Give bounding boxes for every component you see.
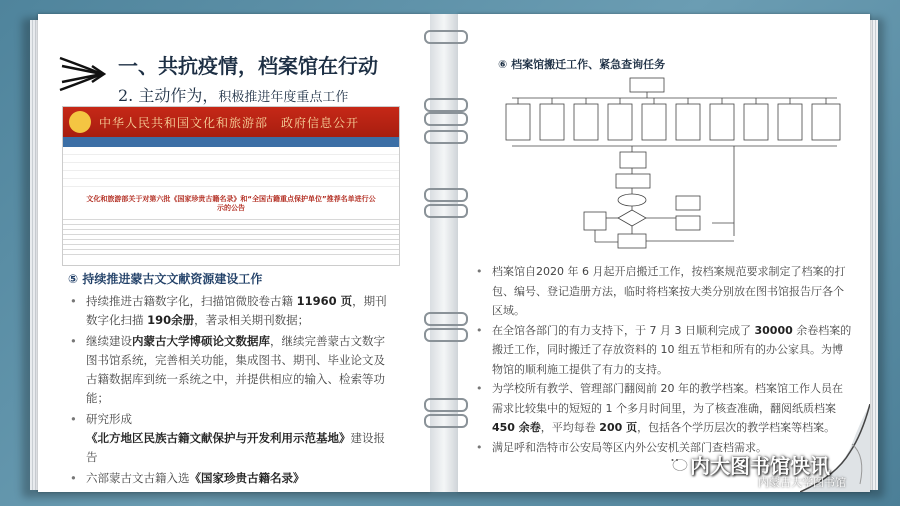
list-item: • 六部蒙古文古籍入选《国家珍贵古籍名录》 [70,471,305,485]
ring-icon [424,398,468,412]
doc-meta-table [63,147,399,193]
ring-icon [424,328,468,342]
list-item: • 在全馆各部门的有力支持下，于 7 月 3 日顺利完成了 30000 余卷档案的搬迁工作，同时搬迁了存放资料的 10 组五节柜和所有的办公家具。为博物馆的顺利施工提供了有力的支持。 [476,323,852,376]
section5-list [68,292,394,490]
ring-icon [424,414,468,428]
ring-icon [424,312,468,326]
doc-banner: 中华人民共和国文化和旅游部 政府信息公开 [63,107,399,137]
section6-list [474,262,852,457]
list-item: • 研究形成《北方地区民族古籍文献保护与开发利用示范基地》建设报告 [70,412,385,464]
emblem-icon [69,111,91,133]
document-screenshot [62,106,400,266]
subtitle-small: 积极推进年度重点工作 [218,90,349,105]
list-item: • 继续建设内蒙古大学博硕论文数据库，继续完善蒙古文数字图书馆系统，完善相关功能，集成图书、期刊、毕业论文及古籍数据库到统一系统之中，并提供相应的输入、检索等功能； [70,334,385,405]
subtitle-main: 2. 主动作为， [118,86,219,105]
ring-icon [424,98,468,112]
wechat-icon [666,452,688,474]
doc-headline: 文化和旅游部关于对第六批《国家珍贵古籍名录》和“全国古籍重点保护单位”推荐名单进行公示的公告 [86,195,376,212]
ring-icon [424,30,468,44]
section6-title: ⑥ 档案馆搬迁工作、紧急查询任务 [498,58,666,71]
watermark-title: 内大图书馆快讯 [690,454,830,478]
flowchart-diagram [502,76,852,256]
list-item: • 满足呼和浩特市公安局等区内外公安机关部门查档需求。 [476,440,767,454]
arrow-icon [58,52,106,94]
watermark-subtitle: 内蒙古大学图书馆 [758,476,846,489]
list-item: • 持续推进古籍数字化，扫描馆微胶卷古籍 11960 页，期刊数字化扫描 190余册，著录相关期刊数据； [70,294,387,327]
page-subtitle [118,83,348,106]
page-title: 一、共抗疫情，档案馆在行动 [118,54,378,78]
list-item: • 为学校所有教学、管理部门翻阅前 20 年的教学档案。档案馆工作人员在需求比较集中的短短的 1 个多月时间里，为了核查准确，翻阅纸质档案 450 余卷，平均每卷 200 页，包括各个学历层次的教学档案等档案。 [476,382,843,434]
doc-nav-bar [63,137,399,147]
list-item: • 档案馆自2020 年 6 月起开启搬迁工作，按档案规范要求制定了档案的打包、编号、登记造册方法，临时将档案按大类分别放在图书馆报告厅各个区域。 [476,265,846,317]
ring-icon [424,130,468,144]
ring-icon [424,188,468,202]
doc-body-text [63,215,399,259]
section5-title: ⑤ 持续推进蒙古文文献资源建设工作 [68,272,263,286]
ring-icon [424,204,468,218]
ring-icon [424,112,468,126]
